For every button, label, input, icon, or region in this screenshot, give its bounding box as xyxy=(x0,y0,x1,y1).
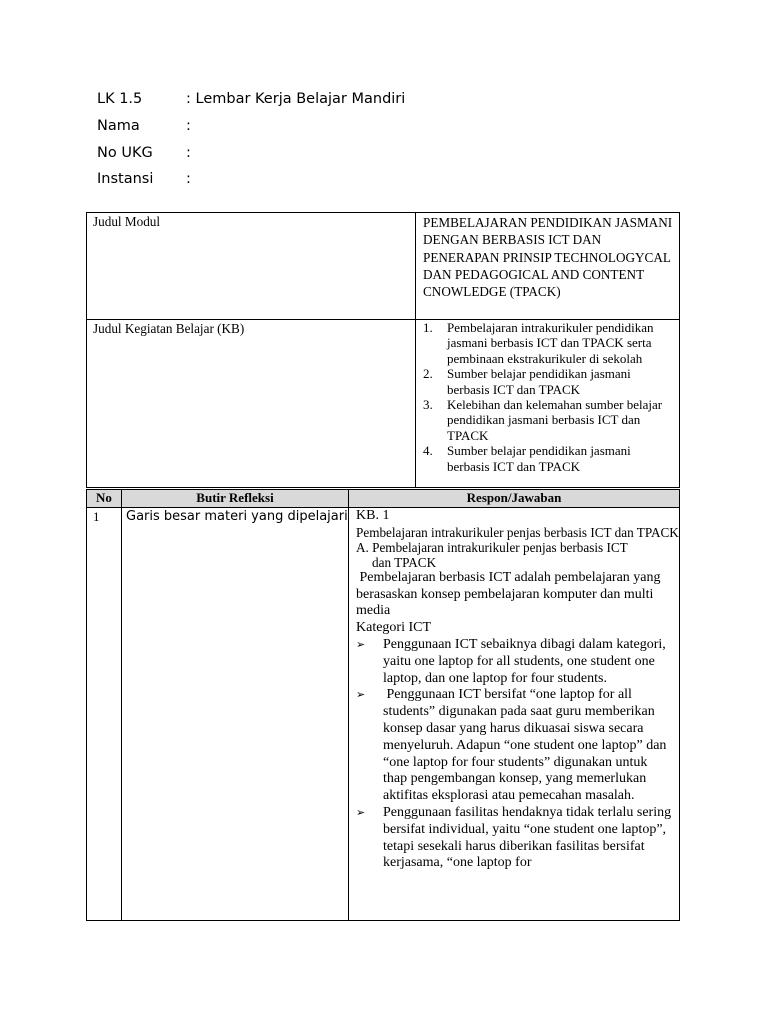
bullet-text: Penggunaan fasilitas hendaknya tidak terlalu sering bersifat individual, yaitu “one student one laptop”, tetapi sesekali harus diberikan fasilitas bersifat kerjasama, “one laptop for xyxy=(383,804,672,871)
bullet-item xyxy=(356,805,679,872)
row-butir: Garis besar materi yang dipelajari xyxy=(122,508,349,921)
judul-modul-value: PEMBELAJARAN PENDIDIKAN JASMANI DENGAN BERBASIS ICT DAN PENERAPAN PRINSIP TECHNOLOGYCAL DAN PEDAGOGICAL AND CONTENT CNOWLEDGE (TPACK) xyxy=(416,213,680,320)
header-row-nama xyxy=(97,113,405,140)
section-a-line-1: A. Pembelajaran intrakurikuler penjas berbasis ICT xyxy=(356,539,628,555)
kb-item-text: Sumber belajar pendidikan jasmani berbasis ICT dan TPACK xyxy=(447,366,631,397)
judul-modul-label: Judul Modul xyxy=(87,213,416,320)
kb-item-number: 3. xyxy=(423,397,433,413)
reflection-row xyxy=(87,508,680,921)
kb-item xyxy=(423,320,675,366)
response-kategori: Kategori ICT xyxy=(356,620,432,636)
bullet-item xyxy=(356,687,679,805)
instansi-label: Instansi xyxy=(97,171,154,188)
header-no: No xyxy=(87,490,122,508)
instansi-value: : xyxy=(186,171,191,188)
judul-modul-row xyxy=(87,213,680,320)
reflection-table xyxy=(86,489,680,921)
kb-item-number: 2. xyxy=(423,366,433,382)
header-row-no-ukg xyxy=(97,139,405,166)
response-kb-subtitle: Pembelajaran intrakurikuler penjas berbasis ICT dan TPACK xyxy=(356,524,679,540)
response-kb-title: KB. 1 xyxy=(356,508,390,523)
response-section-a xyxy=(356,540,679,570)
kb-item xyxy=(423,366,675,397)
response-paragraph: Pembelajaran berbasis ICT adalah pembelajaran yang berasaskan konsep pembelajaran komputer dan multi media xyxy=(356,569,665,619)
kb-item-text: Kelebihan dan kelemahan sumber belajar pendidikan jasmani berbasis ICT dan TPACK xyxy=(447,397,663,443)
section-a-line-2: dan TPACK xyxy=(372,554,437,570)
module-info-table xyxy=(86,212,680,488)
header-respon-jawaban: Respon/Jawaban xyxy=(349,490,680,508)
kb-item-text: Pembelajaran intrakurikuler pendidikan jasmani berbasis ICT dan TPACK serta pembinaan ekstrakurikuler di sekolah xyxy=(447,320,654,366)
bullet-text: Penggunaan ICT bersifat “one laptop for all students” digunakan pada saat guru memberikan konsep dasar yang harus dikuasai siswa secara menyeluruh. Adapun “one student one laptop” dan “one laptop for four students” digunakan untuk thap pengembangan konsep, yang memerlukan aktifitas eksplorasi atau pemecahan masalah. xyxy=(383,687,670,804)
lk-label: LK 1.5 xyxy=(97,91,143,108)
kb-item xyxy=(423,397,675,443)
no-ukg-label: No UKG xyxy=(97,144,153,161)
arrow-bullet-icon: ➢ xyxy=(356,637,366,651)
kb-row xyxy=(87,320,680,488)
no-ukg-value: : xyxy=(186,144,191,161)
header-row-lk xyxy=(97,86,405,113)
arrow-bullet-icon: ➢ xyxy=(356,688,366,702)
lk-value: : Lembar Kerja Belajar Mandiri xyxy=(186,91,406,108)
arrow-bullet-icon: ➢ xyxy=(356,805,366,819)
kb-item-number: 4. xyxy=(423,443,433,459)
reflection-header-row xyxy=(87,490,680,508)
row-number: 1 xyxy=(87,508,122,921)
worksheet-header xyxy=(97,86,405,193)
nama-label: Nama xyxy=(97,118,140,135)
kb-list xyxy=(423,320,675,474)
bullet-item xyxy=(356,637,679,687)
header-row-instansi xyxy=(97,166,405,193)
header-butir-refleksi: Butir Refleksi xyxy=(122,490,349,508)
kb-item-number: 1. xyxy=(423,320,433,335)
row-response xyxy=(349,508,680,921)
nama-value: : xyxy=(186,118,191,135)
kb-list-cell xyxy=(416,320,680,488)
kb-label: Judul Kegiatan Belajar (KB) xyxy=(87,320,416,488)
kb-item-text: Sumber belajar pendidikan jasmani berbasis ICT dan TPACK xyxy=(447,443,631,474)
bullet-text: Penggunaan ICT sebaiknya dibagi dalam kategori, yaitu one laptop for all students, one student one laptop, dan one laptop for four students. xyxy=(383,636,666,686)
kb-item xyxy=(423,443,675,474)
